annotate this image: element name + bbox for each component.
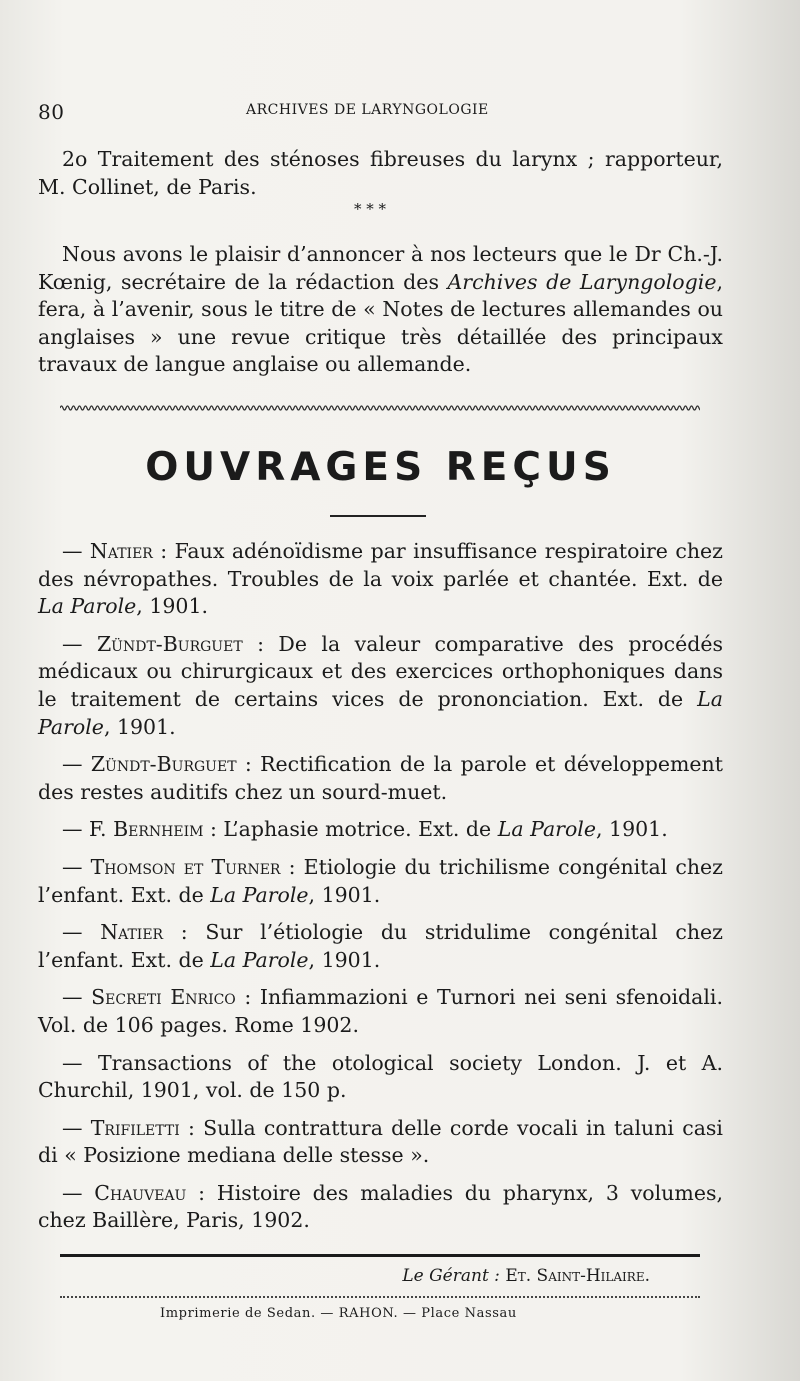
entry-journal: La Parole bbox=[210, 882, 309, 907]
entry-text: Transactions of the otological society London. J. et A. Churchil, 1901, vol. de 150 p. bbox=[38, 1050, 723, 1103]
entry-author: F. Bernheim bbox=[89, 817, 204, 842]
announcement-text-end: , fera, à l’avenir, sous le titre de « Notes de lectures allemandes ou anglaises » une revue critique très détaillée des principaux travaux de langue anglaise ou allemande. bbox=[38, 269, 723, 377]
entry-author: Zündt-Burguet bbox=[90, 752, 237, 777]
entry-tail: , 1901. bbox=[596, 817, 668, 842]
entry-author: Zündt-Burguet bbox=[96, 631, 243, 656]
entry-author: Natier bbox=[100, 920, 164, 945]
announcement-text-start: Nous avons le plaisir d’annoncer à nos lecteurs que le Dr Ch.-J. Kœnig, secrétaire de la rédaction des bbox=[38, 242, 723, 294]
entry-author: Natier bbox=[89, 539, 153, 563]
entry-tail: , 1901. bbox=[136, 594, 209, 619]
entry-author: Thomson et Turner bbox=[90, 854, 281, 879]
entry-dash: — bbox=[62, 1115, 91, 1140]
entries-list bbox=[38, 538, 723, 1245]
announcement-paragraph bbox=[38, 241, 723, 379]
imprint-line: Imprimerie de Sedan. — RAHON. — Place Nassau bbox=[160, 1306, 517, 1321]
entry-item bbox=[38, 751, 723, 806]
page-header bbox=[38, 100, 723, 124]
continuation-paragraph: 2o Traitement des sténoses fibreuses du larynx ; rapporteur, M. Collinet, de Paris. bbox=[38, 147, 723, 199]
journal-title: Archives de Laryngologie bbox=[447, 269, 717, 294]
entry-journal: La Parole bbox=[497, 817, 596, 842]
gerant-label: Le Gérant : bbox=[402, 1266, 500, 1286]
entry-journal: La Parole bbox=[210, 947, 309, 972]
entry-text: : Sulla contrattura delle corde vocali in taluni casi di « Posizione mediana delle stesse ». bbox=[38, 1115, 723, 1168]
entry-text: : Rectification de la parole et développement des restes auditifs chez un sourd-muet. bbox=[38, 752, 723, 804]
entry-dash: — bbox=[62, 920, 101, 945]
entry-item bbox=[38, 538, 723, 621]
entry-journal: La Parole bbox=[38, 686, 723, 739]
dotted-rule bbox=[60, 1296, 700, 1298]
entry-author: Secreti Enrico bbox=[91, 985, 236, 1010]
entry-dash: — bbox=[62, 752, 91, 777]
page-number: 80 bbox=[38, 100, 65, 124]
entry-item bbox=[38, 631, 723, 741]
entry-text: : Histoire des maladies du pharynx, 3 volumes, chez Baillère, Paris, 1902. bbox=[38, 1180, 723, 1233]
section-title: OUVRAGES REÇUS bbox=[145, 445, 616, 490]
entry-item bbox=[38, 1115, 723, 1170]
title-rule bbox=[330, 515, 426, 517]
entry-dash: — bbox=[62, 1050, 98, 1075]
entry-tail: , 1901. bbox=[308, 947, 381, 972]
entry-dash: — bbox=[62, 854, 91, 879]
entry-text: : Infiammazioni e Turnori nei seni sfenoidali. Vol. de 106 pages. Rome 1902. bbox=[38, 985, 723, 1037]
entry-item bbox=[38, 1180, 723, 1235]
entry-text: : De la valeur comparative des procédés médicaux ou chirurgicaux et des exercices orthophoniques dans le traitement de certains vices de prononciation. Ext. de bbox=[38, 631, 723, 711]
entry-tail: , 1901. bbox=[308, 882, 381, 907]
bottom-rule bbox=[60, 1254, 700, 1257]
entry-text: : Sur l’étiologie du stridulime congénital chez l’enfant. Ext. de bbox=[38, 920, 723, 972]
entry-item bbox=[38, 919, 723, 974]
entry-dash: — bbox=[62, 1180, 95, 1205]
running-title: ARCHIVES DE LARYNGOLOGIE bbox=[246, 102, 489, 118]
entry-tail: , 1901. bbox=[103, 714, 176, 739]
separator-stars: * * * bbox=[353, 200, 387, 218]
entry-item bbox=[38, 1050, 723, 1105]
entry-text: : L’aphasie motrice. Ext. de bbox=[203, 817, 498, 842]
entry-item bbox=[38, 854, 723, 909]
entry-dash: — bbox=[62, 817, 90, 842]
entry-text: : Etiologie du trichilisme congénital chez l’enfant. Ext. de bbox=[38, 854, 723, 907]
entry-dash: — bbox=[62, 539, 90, 563]
wavy-divider bbox=[60, 403, 700, 413]
entry-author: Trifiletti bbox=[90, 1115, 180, 1140]
entry-journal: La Parole bbox=[38, 594, 137, 619]
entry-dash: — bbox=[62, 985, 92, 1010]
gerant-line bbox=[402, 1266, 650, 1286]
entry-author: Chauveau bbox=[94, 1180, 187, 1205]
entry-item bbox=[38, 984, 723, 1039]
entry-text: : Faux adénoïdisme par insuffisance respiratoire chez des névropathes. Troubles de la voix parlée et chantée. Ext. de bbox=[38, 539, 723, 591]
entry-dash: — bbox=[62, 631, 97, 656]
entry-item bbox=[38, 816, 723, 844]
gerant-name: Et. Saint-Hilaire. bbox=[505, 1266, 650, 1286]
